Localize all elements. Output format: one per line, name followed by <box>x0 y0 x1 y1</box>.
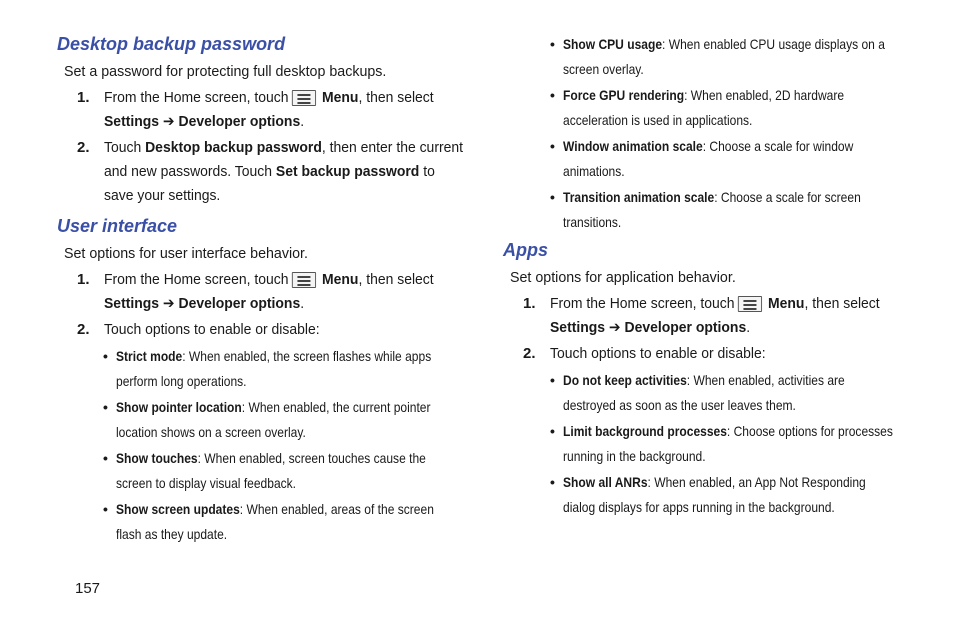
bullet-dot: • <box>550 189 555 205</box>
list-item <box>57 344 477 393</box>
set-backup-password-label: Set backup password <box>275 163 420 180</box>
list-item <box>503 368 923 417</box>
step-text-part: . <box>300 295 305 312</box>
step-text-part: , then enter the current and new passwords. Touch <box>104 139 464 180</box>
list-item <box>503 470 923 519</box>
step-number: 1. <box>77 89 90 106</box>
bullet-desc: : Choose a scale for screen transitions. <box>563 189 861 230</box>
bullet-text <box>563 419 894 468</box>
step-text-part: . <box>300 113 305 130</box>
list-item <box>57 446 477 495</box>
bullet-term: Do not keep activities <box>563 372 687 388</box>
step-item <box>57 86 477 134</box>
settings-label: Settings <box>550 319 606 336</box>
list-item <box>57 395 477 444</box>
menu-icon <box>738 296 762 312</box>
menu-icon <box>292 90 316 106</box>
bullet-text <box>116 497 447 546</box>
step-number: 2. <box>77 139 90 156</box>
bullet-dot: • <box>103 450 108 466</box>
step-item <box>503 342 923 366</box>
bullet-text <box>116 395 447 444</box>
bullet-term: Show pointer location <box>116 399 242 415</box>
bullet-term: Show CPU usage <box>563 36 663 52</box>
step-text <box>104 86 467 134</box>
bullet-desc: : When enabled, an App Not Responding dialog displays for apps running in the background. <box>563 474 866 515</box>
bullet-term: Force GPU rendering <box>563 87 685 103</box>
step-text-part: From the Home screen, touch <box>104 89 289 106</box>
arrow-icon: ➔ <box>162 113 175 130</box>
page-number: 157 <box>75 580 101 597</box>
bullet-text <box>563 470 894 519</box>
bullet-list <box>503 32 923 234</box>
bullet-text <box>563 134 894 183</box>
step-text <box>104 136 467 208</box>
step-text-part: . <box>746 319 751 336</box>
list-item <box>503 32 923 81</box>
section-intro: Set options for application behavior. <box>510 269 736 286</box>
bullet-desc: : When enabled, screen touches cause the screen to display visual feedback. <box>116 450 426 491</box>
section-intro: Set options for user interface behavior. <box>64 245 308 262</box>
step-item <box>57 318 477 342</box>
section-heading-user-interface: User interface <box>57 216 178 236</box>
bullet-dot: • <box>103 501 108 517</box>
bullet-desc: : Choose a scale for window animations. <box>563 138 854 179</box>
bullet-text <box>563 32 894 81</box>
left-column <box>57 32 477 548</box>
step-number: 1. <box>77 271 90 288</box>
bullet-desc: : When enabled, the screen flashes while apps perform long operations. <box>116 348 432 389</box>
section-heading-apps: Apps <box>503 240 548 260</box>
settings-label: Settings <box>104 113 160 130</box>
step-text-part: Touch <box>104 139 146 156</box>
bullet-text <box>563 368 894 417</box>
bullet-text <box>116 344 447 393</box>
bullet-desc: : When enabled, areas of the screen flash as they update. <box>116 501 434 542</box>
bullet-text <box>563 83 894 132</box>
section-heading-desktop-backup-password: Desktop backup password <box>57 34 286 54</box>
list-item <box>503 134 923 183</box>
step-text-part: From the Home screen, touch <box>104 271 289 288</box>
bullet-dot: • <box>103 399 108 415</box>
bullet-desc: : Choose options for processes running in the background. <box>563 423 893 464</box>
step-text-part: From the Home screen, touch <box>550 295 735 312</box>
step-text <box>104 268 467 316</box>
step-number: 2. <box>523 345 536 362</box>
bullet-term: Show all ANRs <box>563 474 648 490</box>
step-item <box>503 292 923 340</box>
bullet-dot: • <box>103 348 108 364</box>
bullet-dot: • <box>550 36 555 52</box>
section-intro: Set a password for protecting full desktop backups. <box>64 63 387 80</box>
desktop-backup-password-label: Desktop backup password <box>145 139 322 156</box>
arrow-icon: ➔ <box>608 319 621 336</box>
step-number: 2. <box>77 321 90 338</box>
step-text-part: , then select <box>358 89 434 106</box>
bullet-term: Limit background processes <box>563 423 727 439</box>
bullet-dot: • <box>550 87 555 103</box>
bullet-list <box>503 368 923 519</box>
developer-options-label: Developer options <box>178 113 301 130</box>
bullet-dot: • <box>550 138 555 154</box>
list-item <box>503 83 923 132</box>
bullet-term: Show touches <box>116 450 198 466</box>
menu-icon <box>292 272 316 288</box>
developer-options-label: Developer options <box>178 295 301 312</box>
bullet-text <box>563 185 894 234</box>
list-item <box>57 497 477 546</box>
bullet-dot: • <box>550 423 555 439</box>
step-text-part: , then select <box>358 271 434 288</box>
step-text-part: to save your settings. <box>104 163 435 204</box>
bullet-desc: : When enabled, 2D hardware acceleration is used in applications. <box>563 87 845 128</box>
bullet-text <box>116 446 447 495</box>
menu-label: Menu <box>768 295 805 312</box>
bullet-desc: : When enabled, the current pointer location shows on a screen overlay. <box>116 399 431 440</box>
step-item <box>57 136 477 208</box>
bullet-term: Strict mode <box>116 348 183 364</box>
bullet-desc: : When enabled CPU usage displays on a screen overlay. <box>563 36 885 77</box>
bullet-dot: • <box>550 474 555 490</box>
settings-label: Settings <box>104 295 160 312</box>
bullet-term: Window animation scale <box>563 138 703 154</box>
step-text <box>550 292 913 340</box>
arrow-icon: ➔ <box>162 295 175 312</box>
bullet-dot: • <box>550 372 555 388</box>
developer-options-label: Developer options <box>624 319 747 336</box>
bullet-desc: : When enabled, activities are destroyed as soon as the user leaves them. <box>563 372 845 413</box>
bullet-term: Show screen updates <box>116 501 240 517</box>
menu-label: Menu <box>322 89 359 106</box>
step-number: 1. <box>523 295 536 312</box>
menu-label: Menu <box>322 271 359 288</box>
bullet-term: Transition animation scale <box>563 189 715 205</box>
bullet-list <box>57 344 477 546</box>
step-text: Touch options to enable or disable: <box>104 321 320 338</box>
step-text-part: , then select <box>804 295 880 312</box>
step-text: Touch options to enable or disable: <box>550 345 766 362</box>
list-item <box>503 419 923 468</box>
right-column <box>503 32 923 521</box>
step-item <box>57 268 477 316</box>
list-item <box>503 185 923 234</box>
